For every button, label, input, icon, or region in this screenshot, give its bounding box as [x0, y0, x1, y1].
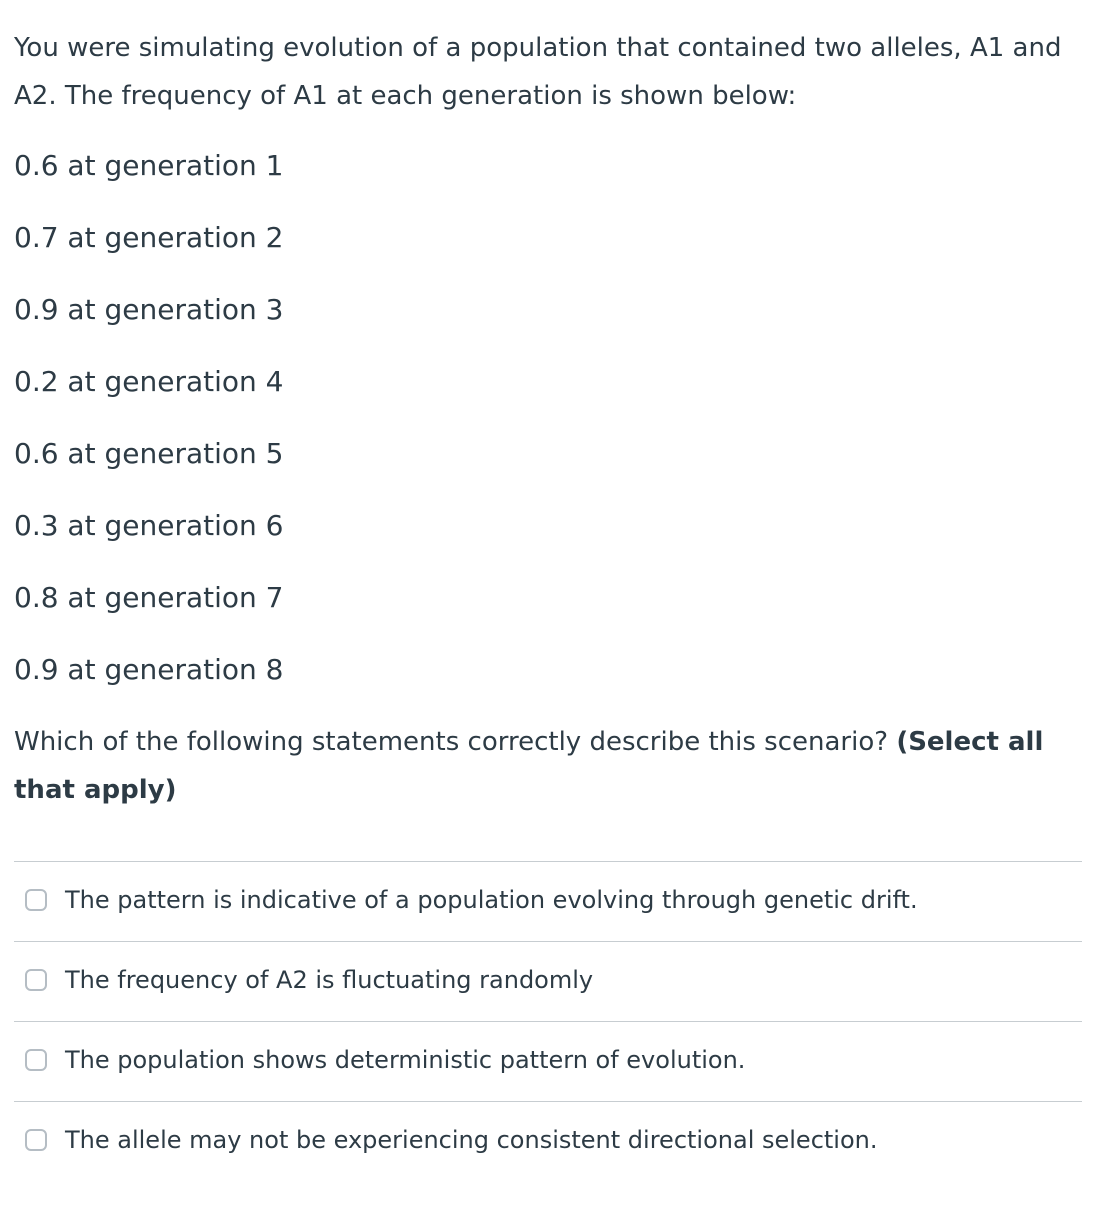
answer-option-2[interactable]	[14, 942, 1082, 1022]
question-intro: You were simulating evolution of a population that contained two alleles, A1 and A2. The frequency of A1 at each generation is shown below:	[14, 33, 1062, 111]
answer-checkbox-1[interactable]	[25, 889, 47, 911]
generation-line: 0.9 at generation 8	[14, 653, 284, 686]
question-prompt	[14, 718, 1090, 814]
answer-checkbox-4[interactable]	[25, 1129, 47, 1151]
generation-line: 0.6 at generation 1	[14, 149, 284, 182]
generation-line: 0.6 at generation 5	[14, 437, 284, 470]
answer-option-4[interactable]	[14, 1102, 1082, 1181]
select-all-instruction: (Select all that apply)	[14, 727, 1044, 805]
answer-label-1[interactable]: The pattern is indicative of a population evolving through genetic drift.	[65, 886, 918, 914]
answer-label-2[interactable]: The frequency of A2 is fluctuating randomly	[65, 966, 594, 994]
answer-option-3[interactable]	[14, 1022, 1082, 1102]
answer-label-3[interactable]: The population shows deterministic pattern of evolution.	[65, 1046, 746, 1074]
generation-line: 0.8 at generation 7	[14, 581, 284, 614]
generation-line: 0.2 at generation 4	[14, 365, 284, 398]
answer-checkbox-3[interactable]	[25, 1049, 47, 1071]
answer-option-1[interactable]	[14, 862, 1082, 942]
generation-line: 0.3 at generation 6	[14, 509, 284, 542]
generation-line: 0.7 at generation 2	[14, 221, 284, 254]
answer-checkbox-2[interactable]	[25, 969, 47, 991]
answer-list	[14, 861, 1082, 1181]
answer-label-4[interactable]: The allele may not be experiencing consistent directional selection.	[65, 1126, 878, 1154]
generation-frequency-list	[14, 142, 283, 718]
prompt-text: Which of the following statements correctly describe this scenario?	[14, 727, 889, 757]
generation-line: 0.9 at generation 3	[14, 293, 284, 326]
